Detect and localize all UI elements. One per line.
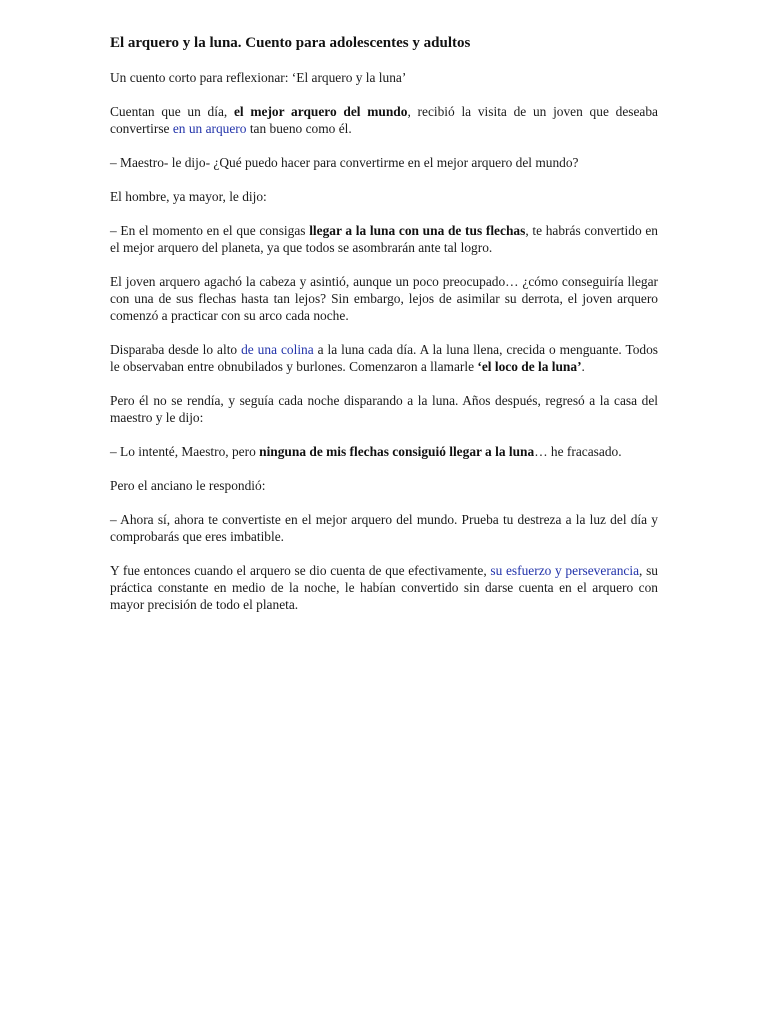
paragraph bbox=[110, 341, 658, 375]
document-body bbox=[110, 33, 658, 630]
text-run: Pero el anciano le respondió: bbox=[110, 478, 266, 493]
text-run: Un cuento corto para reflexionar: ‘El arquero y la luna’ bbox=[110, 70, 407, 85]
paragraph bbox=[110, 154, 658, 171]
inline-link[interactable]: en un arquero bbox=[172, 121, 247, 136]
paragraph bbox=[110, 69, 658, 86]
text-run: a la luna cada día. A la luna llena, crecida o menguante. Todos le observaban entre obnubilados y burlones. Comenzaron a llamarle bbox=[110, 342, 659, 374]
text-run: . bbox=[581, 359, 585, 374]
inline-link[interactable]: de una colina bbox=[241, 342, 314, 357]
text-run: tan bueno como él. bbox=[246, 121, 352, 136]
bold-text: ‘el loco de la luna’ bbox=[477, 359, 582, 374]
paragraph bbox=[110, 222, 658, 256]
paragraph bbox=[110, 443, 658, 460]
text-run: , recibió la visita de un joven que deseaba convertirse bbox=[110, 104, 658, 136]
paragraph bbox=[110, 562, 658, 613]
text-run: Y fue entonces cuando el arquero se dio cuenta de que efectivamente, bbox=[110, 563, 491, 578]
text-run: El hombre, ya mayor, le dijo: bbox=[110, 189, 267, 204]
bold-text: ninguna de mis flechas consiguió llegar a la luna bbox=[259, 444, 535, 459]
text-run: – Ahora sí, ahora te convertiste en el mejor arquero del mundo. Prueba tu destreza a la luz del día y comprobarás que eres imbatible. bbox=[110, 512, 658, 544]
text-run: – Lo intenté, Maestro, pero bbox=[110, 444, 260, 459]
text-run: El joven arquero agachó la cabeza y asintió, aunque un poco preocupado… ¿cómo conseguiría llegar con una de sus flechas hasta tan lejos? Sin embargo, lejos de asimilar su derrota, el joven arquero comenzó a practicar con su arco cada noche. bbox=[110, 274, 658, 323]
text-run: – Maestro- le dijo- ¿Qué puedo hacer para convertirme en el mejor arquero del mundo? bbox=[110, 155, 579, 170]
inline-link[interactable]: su esfuerzo y perseverancia bbox=[490, 563, 640, 578]
text-run: – En el momento en el que consigas bbox=[110, 223, 310, 238]
bold-text: llegar a la luna con una de tus flechas bbox=[309, 223, 526, 238]
paragraph bbox=[110, 511, 658, 545]
text-run: Pero él no se rendía, y seguía cada noche disparando a la luna. Años después, regresó a la casa del maestro y le dijo: bbox=[110, 393, 658, 425]
paragraph-list bbox=[110, 69, 658, 613]
text-run: … he fracasado. bbox=[534, 444, 622, 459]
text-run: Disparaba desde lo alto bbox=[110, 342, 242, 357]
paragraph bbox=[110, 103, 658, 137]
text-run: , te habrás convertido en el mejor arquero del planeta, ya que todos se asombrarán ante tal logro. bbox=[110, 223, 658, 255]
paragraph bbox=[110, 188, 658, 205]
paragraph bbox=[110, 273, 658, 324]
text-run: Cuentan que un día, bbox=[110, 104, 234, 119]
document-title: El arquero y la luna. Cuento para adolescentes y adultos bbox=[110, 35, 471, 51]
text-run: , su práctica constante en medio de la noche, le habían convertido sin darse cuenta en el arquero con mayor precisión de todo el planeta. bbox=[110, 563, 658, 612]
paragraph bbox=[110, 477, 658, 494]
paragraph bbox=[110, 392, 658, 426]
bold-text: el mejor arquero del mundo bbox=[233, 104, 408, 119]
